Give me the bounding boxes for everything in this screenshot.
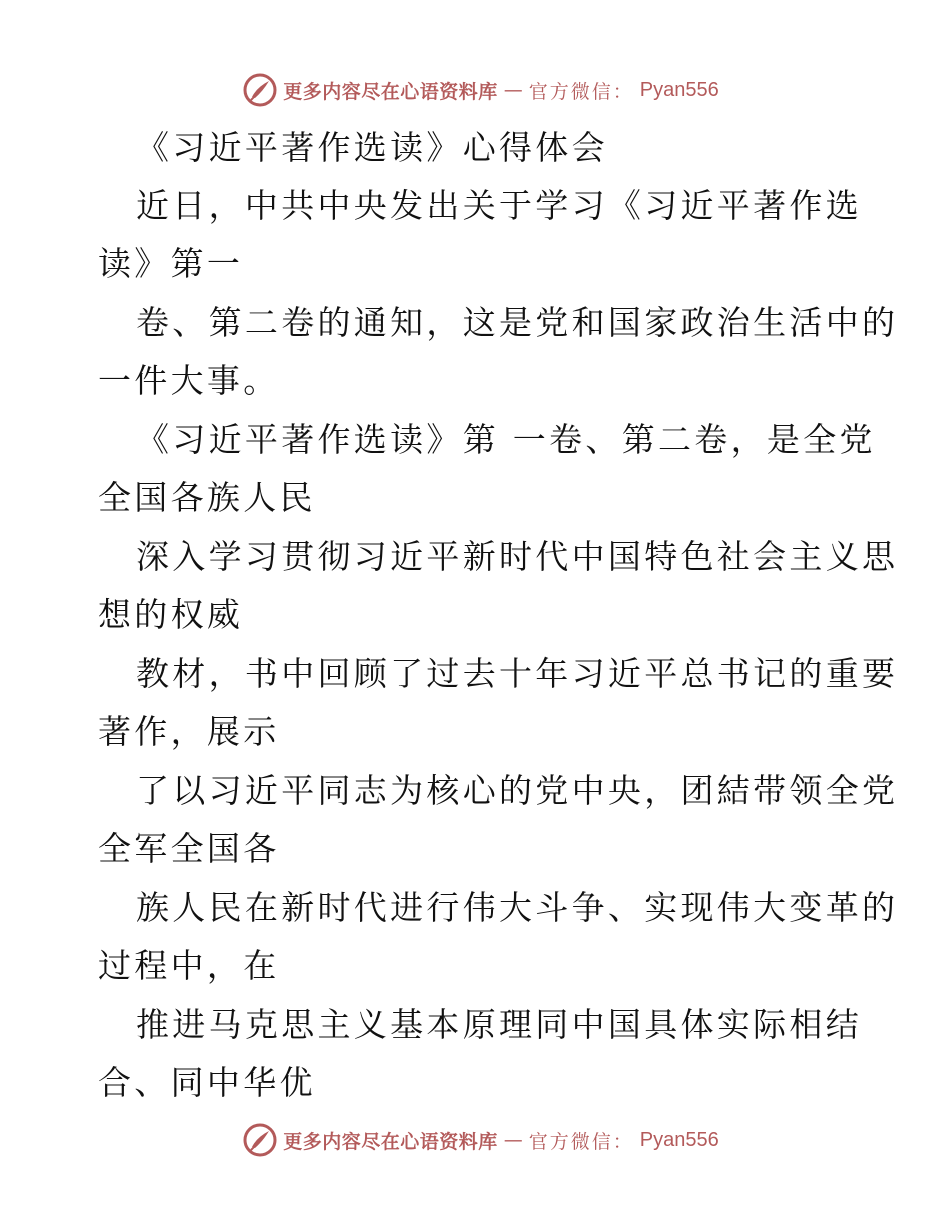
text-line: 全军全国各 bbox=[98, 829, 280, 868]
watermark-wechat-id: Pyan556 bbox=[639, 78, 719, 101]
text-line: 著作，展示 bbox=[98, 712, 280, 751]
header-watermark bbox=[0, 70, 950, 110]
watermark-dash: — bbox=[503, 1129, 523, 1151]
watermark-official-label: 官方微信： bbox=[528, 1130, 634, 1153]
watermark-text: 更多内容尽在心语资料库 bbox=[283, 1130, 498, 1153]
text-line: 过程中，在 bbox=[98, 946, 280, 985]
text-line: 深入学习贯彻习近平新时代中国特色社会主义思 bbox=[136, 537, 899, 576]
watermark-text: 更多内容尽在心语资料库 bbox=[283, 80, 498, 103]
text-line: 全国各族人民 bbox=[98, 478, 316, 517]
watermark-dash: — bbox=[503, 79, 523, 101]
text-line: 推进马克思主义基本原理同中国具体实际相结 bbox=[136, 1005, 862, 1044]
watermark-wechat-id: Pyan556 bbox=[639, 1128, 719, 1151]
text-line: 教材，书中回顾了过去十年习近平总书记的重要 bbox=[136, 654, 899, 693]
watermark-official-label: 官方微信： bbox=[528, 80, 634, 103]
footer-watermark bbox=[0, 1120, 950, 1160]
text-line: 了以习近平同志为核心的党中央，团結带领全党 bbox=[136, 771, 899, 810]
text-line: 一件大事。 bbox=[98, 361, 280, 400]
text-line: 族人民在新时代进行伟大斗争、实现伟大变革的 bbox=[136, 888, 899, 927]
text-line: 近日，中共中央发出关于学习《习近平著作选 bbox=[136, 186, 862, 225]
text-line: 读》第一 bbox=[98, 244, 244, 283]
text-line: 想的权威 bbox=[98, 595, 244, 634]
quill-logo-icon bbox=[243, 73, 277, 107]
text-line: 《习近平著作选读》第 一卷、第二卷，是全党 bbox=[136, 420, 876, 459]
text-line: 合、同中华优 bbox=[98, 1063, 316, 1102]
document-title: 《习近平著作选读》心得体会 bbox=[136, 128, 608, 167]
quill-logo-icon bbox=[243, 1123, 277, 1157]
text-line: 卷、第二卷的通知，这是党和国家政治生活中的 bbox=[136, 303, 899, 342]
